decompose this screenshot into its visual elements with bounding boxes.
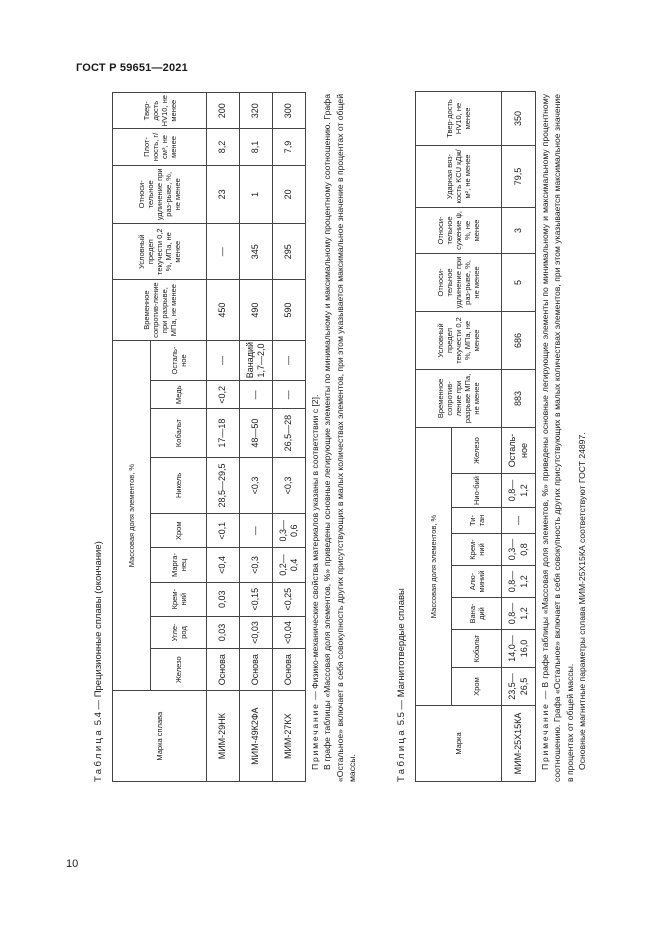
- table-row: [502, 91, 536, 781]
- table-5-4: [112, 92, 306, 782]
- caption-text: 5.5 — Магнитотвердые сплавы: [396, 588, 407, 726]
- col-element: Крем-ний: [452, 534, 502, 566]
- table-row: [240, 93, 273, 782]
- col-element: Хром: [452, 668, 502, 706]
- note-line: — Физико-механические свойства материалов указаны в соответствии с [2].: [310, 394, 320, 700]
- col-elongation: Относи-тельное удлинение при раз-рыве, %, не менее: [113, 165, 207, 223]
- cell-grade: МИМ-27КХ: [273, 691, 306, 782]
- cell: <0,1: [207, 514, 240, 548]
- caption-label: Таблица: [396, 727, 407, 782]
- col-density: Плот-ность, г/см³, не менее: [113, 129, 207, 165]
- caption-text: 5.4 — Прецизионные сплавы (окончание): [93, 541, 104, 726]
- cell: 0,03: [207, 582, 240, 616]
- col-grade: Марка сплава: [113, 691, 207, 782]
- col-element: Крем-ний: [151, 582, 207, 616]
- cell: Основа: [207, 649, 240, 691]
- cell: <0,15: [240, 582, 273, 616]
- cell: Осталь-ное: [502, 427, 536, 473]
- cell: 200: [207, 93, 240, 129]
- cell: Ванадий 1,7—2,0: [240, 340, 273, 380]
- col-element: Медь: [151, 381, 207, 409]
- cell: <0,25: [273, 582, 306, 616]
- col-grade: Марка: [416, 706, 502, 782]
- page-number: 10: [66, 858, 79, 870]
- col-impact: Ударная вяз-кость KCU кДж/м², не менее: [416, 145, 502, 207]
- cell: <0,2: [207, 381, 240, 409]
- table-row: [273, 93, 306, 782]
- col-element: Алю-миний: [452, 566, 502, 598]
- cell: 686: [502, 311, 536, 369]
- col-element: Вана-дий: [452, 598, 502, 630]
- cell: 345: [240, 224, 273, 280]
- col-elongation: Относи-тельное удлинение при раз-рыве, %, не менее: [416, 253, 502, 311]
- cell: —: [502, 508, 536, 534]
- cell-grade: МИМ-49К2ФА: [240, 691, 273, 782]
- note-line: В графе таблицы «Массовая доля элементов, %» приведены основные легирующие элементы по минимальному и максимальному процентному соотношению. Графа «Остальное» включает в себя совокупность других присутствующих в малых количествах элементов, при этом указывается максимальное значение в процентах от общей массы.: [322, 94, 358, 782]
- cell: 0,3—0,6: [273, 514, 306, 548]
- col-contraction: Относи-тельное сужение ψ, %, не менее: [416, 207, 502, 253]
- cell: 23,5—26,5: [502, 668, 536, 706]
- col-element: Угле-род: [151, 616, 207, 648]
- cell: —: [207, 224, 240, 280]
- col-tensile: Временное сопротив-ление при разрыве, МПа, не менее: [113, 280, 207, 340]
- col-element: Осталь-ное: [151, 340, 207, 380]
- cell: 490: [240, 280, 273, 340]
- cell: 0,8—1,2: [502, 598, 536, 630]
- cell: 590: [273, 280, 306, 340]
- table-5-4-block: [92, 90, 367, 782]
- cell: 0,3—0,8: [502, 534, 536, 566]
- cell: 48—50: [240, 409, 273, 457]
- cell: 0,03: [207, 616, 240, 648]
- cell: 0,8—1,2: [502, 474, 536, 508]
- col-composition: Массовая доля элементов, %: [113, 340, 151, 691]
- cell: 0,2—0,4: [273, 548, 306, 582]
- table-5-5-note: [539, 90, 589, 782]
- note-label: Примечание: [310, 702, 320, 770]
- cell: 1: [240, 165, 273, 223]
- col-element: Марга-нец: [151, 548, 207, 582]
- col-yield: Условный предел текучести 0,2 %, МПа, не менее: [416, 311, 502, 369]
- cell: 8,1: [240, 129, 273, 165]
- cell: Основа: [273, 649, 306, 691]
- cell: —: [240, 514, 273, 548]
- table-5-5-caption: [395, 90, 415, 782]
- cell: 28,5—29,5: [207, 457, 240, 513]
- cell: 295: [273, 224, 306, 280]
- table-5-4-note: [309, 90, 359, 782]
- cell: 3: [502, 207, 536, 253]
- cell: 450: [207, 280, 240, 340]
- cell: 79,5: [502, 145, 536, 207]
- cell: —: [240, 381, 273, 409]
- cell: <0,4: [207, 548, 240, 582]
- col-element: Ти-тан: [452, 508, 502, 534]
- cell: 300: [273, 93, 306, 129]
- col-element: Никель: [151, 457, 207, 513]
- cell: —: [207, 340, 240, 380]
- page-header: ГОСТ Р 59651—2021: [76, 62, 188, 74]
- col-tensile: Временное сопротив-ление при разрыве МПа, не менее: [416, 369, 502, 427]
- cell: <0,04: [273, 616, 306, 648]
- cell: —: [273, 381, 306, 409]
- cell: 8,2: [207, 129, 240, 165]
- note-line: Основные магнитные параметры сплава МИМ-25Х15КА соответствуют ГОСТ 24897.: [577, 432, 588, 770]
- cell: <0,3: [240, 548, 273, 582]
- caption-label: Таблица: [93, 727, 104, 782]
- cell: —: [273, 340, 306, 380]
- cell: 23: [207, 165, 240, 223]
- cell: <0,03: [240, 616, 273, 648]
- cell: 0,8—1,2: [502, 566, 536, 598]
- cell: 320: [240, 93, 273, 129]
- cell: 5: [502, 253, 536, 311]
- note-line: — В графе таблицы «Массовая доля элементов, %» приведены основные легирующие элементы по минимальному и максимальному процентному соотношению. Графа «Остальное» включает в себя совокупность других присутствующих в малых количествах элементов, при этом указывается максимальное значение в процентах от общей массы.: [540, 94, 575, 782]
- cell: 26,5—28: [273, 409, 306, 457]
- cell-grade: МИМ-25Х15КА: [502, 706, 536, 782]
- cell: 14,0—16,0: [502, 630, 536, 668]
- col-element: Железо: [151, 649, 207, 691]
- note-label: Примечание: [540, 702, 550, 770]
- cell: <0,3: [240, 457, 273, 513]
- cell: Основа: [240, 649, 273, 691]
- cell: 17—18: [207, 409, 240, 457]
- col-element: Железо: [452, 427, 502, 473]
- table-5-5: [415, 91, 536, 782]
- col-element: Кобальт: [151, 409, 207, 457]
- col-yield: Условный предел текучести 0,2 %, МПа, не менее: [113, 224, 207, 280]
- cell: 883: [502, 369, 536, 427]
- col-composition: Массовая доля элементов, %: [416, 427, 452, 705]
- col-element: Нио-бий: [452, 474, 502, 508]
- cell: 350: [502, 91, 536, 145]
- table-5-4-caption: [92, 90, 112, 782]
- cell: 7,9: [273, 129, 306, 165]
- col-element: Кобальт: [452, 630, 502, 668]
- table-5-5-block: [395, 90, 600, 782]
- col-hardness: Твер-дость HV10, не менее: [416, 91, 502, 145]
- table-row: [207, 93, 240, 782]
- col-hardness: Твер-дость HV10, не менее: [113, 93, 207, 129]
- col-element: Хром: [151, 514, 207, 548]
- cell-grade: МИМ-29НК: [207, 691, 240, 782]
- cell: 20: [273, 165, 306, 223]
- cell: <0,3: [273, 457, 306, 513]
